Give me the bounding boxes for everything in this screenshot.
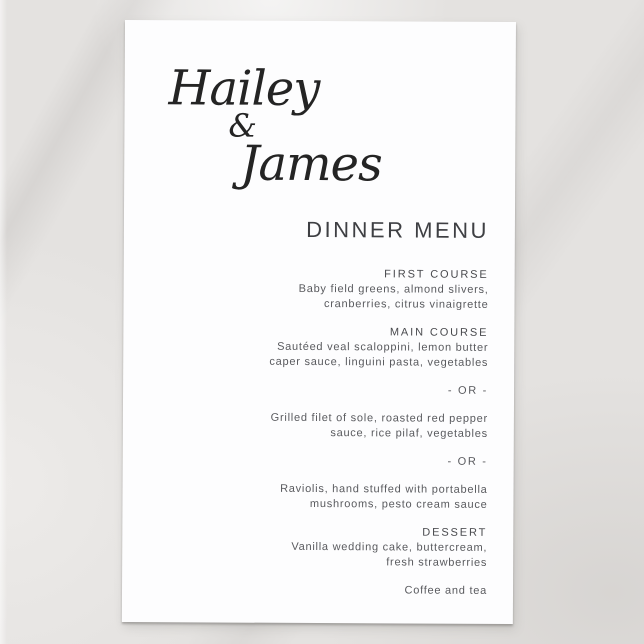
course-line: mushrooms, pesto cream sauce bbox=[309, 497, 488, 511]
course-line: Grilled filet of sole, roasted red pepper bbox=[270, 411, 488, 425]
course-line: Baby field greens, almond slivers, bbox=[298, 282, 489, 296]
bride-name: Hailey bbox=[168, 60, 320, 118]
course-line: Vanilla wedding cake, buttercream, bbox=[291, 540, 488, 554]
course-line: Raviolis, hand stuffed with portabella bbox=[280, 482, 488, 496]
course-line: sauce, rice pilaf, vegetables bbox=[330, 427, 488, 440]
course-line: fresh strawberries bbox=[386, 556, 488, 569]
menu-card bbox=[122, 20, 516, 624]
menu-content bbox=[157, 217, 489, 599]
menu-section-main-alt-2 bbox=[157, 481, 487, 513]
or-separator: - OR - bbox=[447, 455, 488, 468]
course-heading: DESSERT bbox=[422, 526, 488, 539]
groom-name: James bbox=[240, 135, 382, 193]
course-heading: FIRST COURSE bbox=[384, 268, 489, 281]
ampersand: & bbox=[228, 106, 258, 145]
course-line: Sautéed veal scaloppini, lemon butter bbox=[277, 340, 489, 354]
menu-section-main-course bbox=[158, 324, 488, 371]
menu-title: DINNER MENU bbox=[306, 216, 489, 243]
menu-section-beverages bbox=[157, 582, 487, 599]
or-separator: - OR - bbox=[447, 384, 489, 397]
course-line: cranberries, citrus vinaigrette bbox=[323, 298, 489, 311]
menu-section-dessert bbox=[157, 524, 487, 571]
menu-section-main-alt-1 bbox=[158, 410, 488, 442]
course-line: caper sauce, linguini pasta, vegetables bbox=[269, 355, 489, 369]
course-heading: MAIN COURSE bbox=[389, 326, 489, 339]
course-line: Coffee and tea bbox=[404, 584, 488, 597]
menu-section-first-course bbox=[158, 266, 488, 313]
